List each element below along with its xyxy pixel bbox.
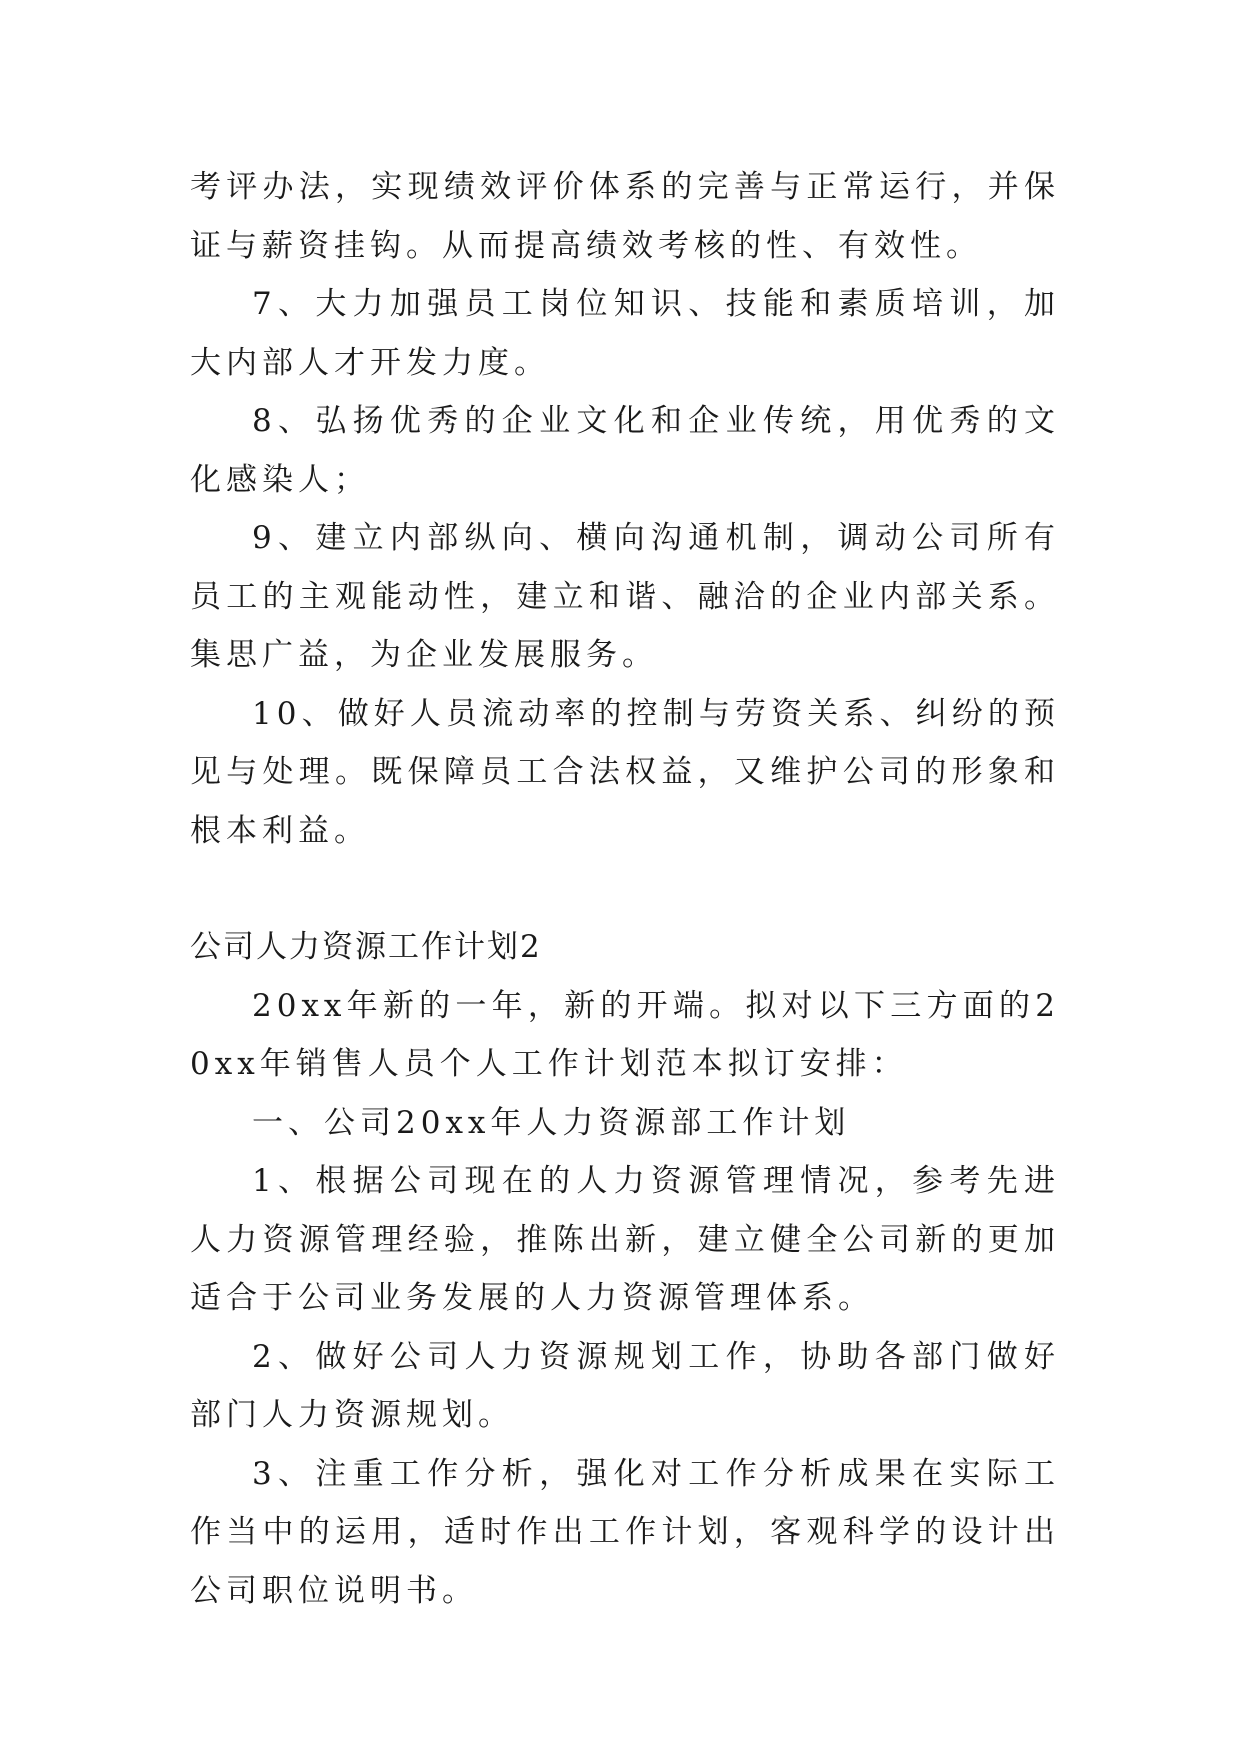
paragraph-continuation: 考评办法，实现绩效评价体系的完善与正常运行，并保证与薪资挂钩。从而提高绩效考核的性、有效性。 xyxy=(190,169,1060,264)
plan-item-3: 3、注重工作分析，强化对工作分析成果在实际工作当中的运用，适时作出工作计划，客观科学的设计出公司职位说明书。 xyxy=(190,1455,1060,1609)
plan-item-2: 2、做好公司人力资源规划工作，协助各部门做好部门人力资源规划。 xyxy=(190,1338,1060,1433)
section-title: 公司人力资源工作计划2 xyxy=(190,929,542,965)
document-body xyxy=(190,158,1060,1620)
list-item-9: 9、建立内部纵向、横向沟通机制，调动公司所有员工的主观能动性，建立和谐、融洽的企业内部关系。集思广益，为企业发展服务。 xyxy=(190,520,1060,673)
list-item-7: 7、大力加强员工岗位知识、技能和素质培训，加大内部人才开发力度。 xyxy=(190,286,1060,381)
sub-heading: 一、公司20xx年人力资源部工作计划 xyxy=(252,1104,851,1141)
intro-paragraph: 20xx年新的一年，新的开端。拟对以下三方面的20xx年销售人员个人工作计划范本拟订安排： xyxy=(190,987,1060,1082)
list-item-10: 10、做好人员流动率的控制与劳资关系、纠纷的预见与处理。既保障员工合法权益，又维护公司的形象和根本利益。 xyxy=(190,695,1060,849)
list-item-8: 8、弘扬优秀的企业文化和企业传统，用优秀的文化感染人； xyxy=(190,403,1060,498)
plan-item-1: 1、根据公司现在的人力资源管理情况，参考先进人力资源管理经验，推陈出新，建立健全公司新的更加适合于公司业务发展的人力资源管理体系。 xyxy=(190,1163,1060,1316)
